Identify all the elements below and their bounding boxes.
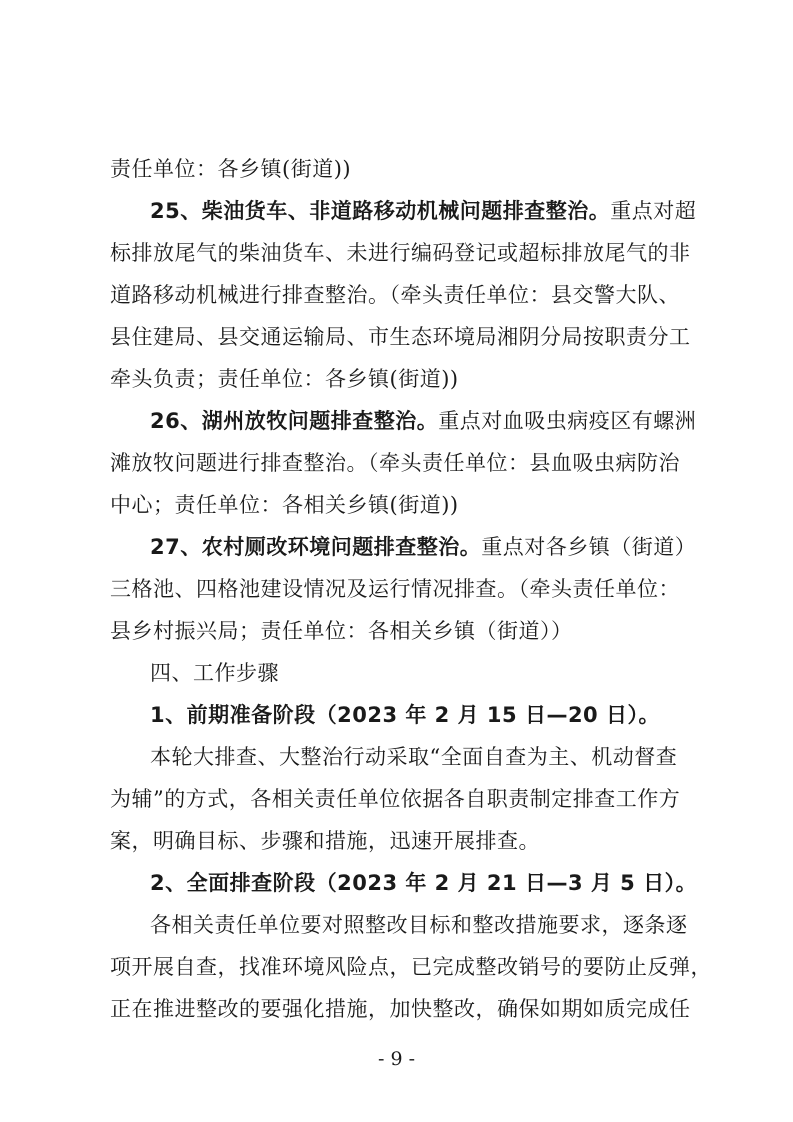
item-title: 26、湖州放牧问题排查整治。 bbox=[150, 409, 439, 433]
step-1-heading: 1、前期准备阶段（2023 年 2 月 15 日—20 日）。 bbox=[150, 703, 660, 727]
text-line: 为辅”的方式，各相关责任单位依据各自职责制定排查工作方 bbox=[110, 787, 681, 811]
text-line: 县乡村振兴局；责任单位：各相关乡镇（街道）） bbox=[110, 619, 573, 643]
step-2-heading: 2、全面排查阶段（2023 年 2 月 21 日—3 月 5 日）。 bbox=[150, 871, 698, 895]
text-line: 责任单位：各乡镇(街道)) bbox=[110, 157, 352, 181]
item-title: 27、农村厕改环境问题排查整治。 bbox=[150, 535, 482, 559]
text-line: 标排放尾气的柴油货车、未进行编码登记或超标排放尾气的非 bbox=[110, 241, 691, 265]
item-title: 25、柴油货车、非道路移动机械问题排查整治。 bbox=[150, 199, 611, 223]
text-line: 项开展自查，找准环境风险点，已完成整改销号的要防止反弹， bbox=[110, 955, 712, 979]
text-line: 正在推进整改的要强化措施，加快整改，确保如期如质完成任 bbox=[110, 997, 691, 1021]
text-line: 滩放牧问题进行排查整治。（牵头责任单位：县血吸虫病防治 bbox=[110, 451, 680, 475]
text-line: 县住建局、县交通运输局、市生态环境局湘阴分局按职责分工 bbox=[110, 325, 691, 349]
text-line: 本轮大排查、大整治行动采取“全面自查为主、机动督查 bbox=[150, 745, 678, 769]
section-heading: 四、工作步骤 bbox=[150, 661, 279, 685]
item-25-heading: 25、柴油货车、非道路移动机械问题排查整治。重点对超 bbox=[150, 199, 697, 223]
text-line: 各相关责任单位要对照整改目标和整改措施要求，逐条逐 bbox=[150, 913, 688, 937]
text-line: 牵头负责；责任单位：各乡镇(街道)) bbox=[110, 367, 459, 391]
text-line: 中心；责任单位：各相关乡镇(街道)) bbox=[110, 493, 459, 517]
item-27-heading: 27、农村厕改环境问题排查整治。重点对各乡镇（街道） bbox=[150, 535, 697, 559]
text-line: 案，明确目标、步骤和措施，迅速开展排查。 bbox=[110, 829, 540, 853]
page-number: - 9 - bbox=[377, 1048, 415, 1070]
item-26-heading: 26、湖州放牧问题排查整治。重点对血吸虫病疫区有螺洲 bbox=[150, 409, 697, 433]
text-line: 三格池、四格池建设情况及运行情况排查。（牵头责任单位： bbox=[110, 577, 680, 601]
text-line: 道路移动机械进行排查整治。（牵头责任单位：县交警大队、 bbox=[110, 283, 680, 307]
